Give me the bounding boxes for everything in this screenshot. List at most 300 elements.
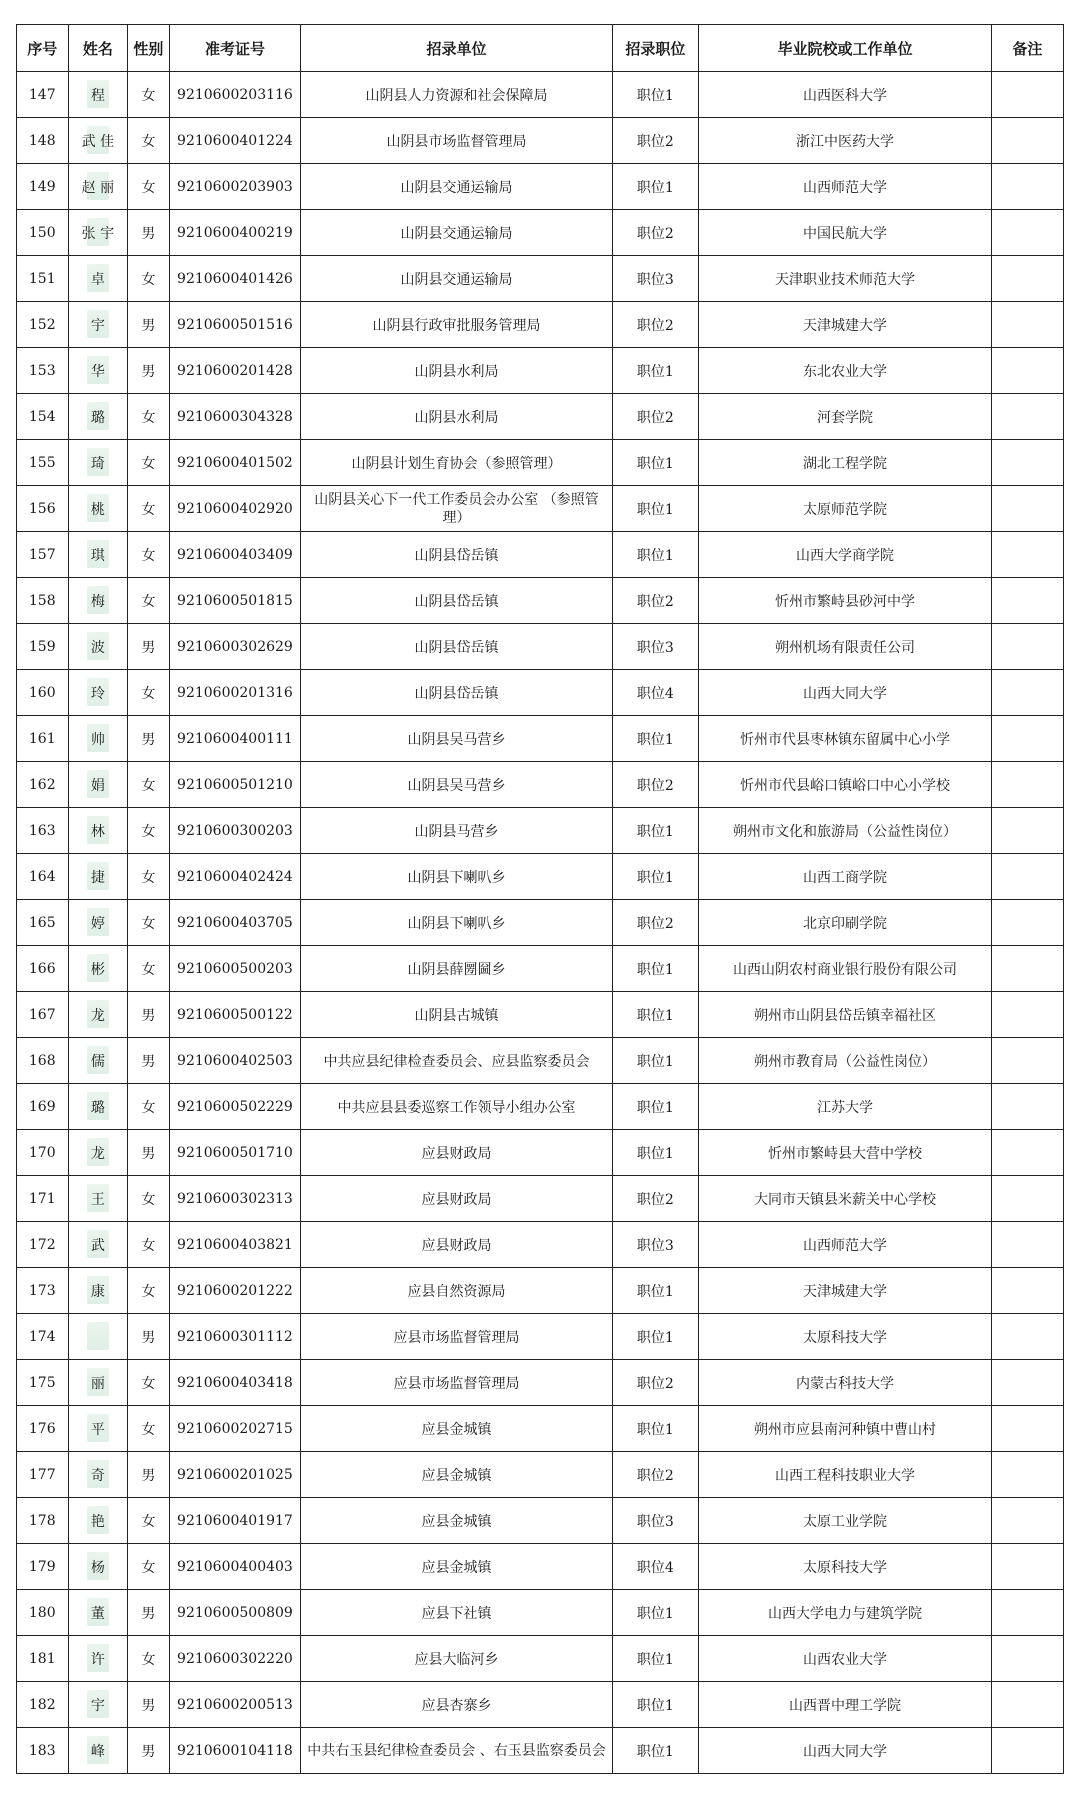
cell-exam-id: 9210600401426	[169, 256, 301, 302]
cell-unit: 山阴县人力资源和社会保障局	[301, 72, 612, 118]
cell-unit: 山阴县古城镇	[301, 992, 612, 1038]
cell-school: 山西医科大学	[699, 72, 992, 118]
cell-position: 职位2	[612, 210, 699, 256]
cell-exam-id: 9210600201025	[169, 1452, 301, 1498]
redaction-mask	[87, 1322, 109, 1350]
cell-no: 179	[17, 1544, 69, 1590]
cell-note	[991, 1498, 1063, 1544]
cell-exam-id: 9210600201222	[169, 1268, 301, 1314]
table-row	[17, 256, 1064, 302]
cell-exam-id: 9210600104118	[169, 1728, 301, 1774]
cell-sex: 女	[128, 854, 169, 900]
table-row	[17, 164, 1064, 210]
cell-unit: 山阴县计划生育协会（参照管理）	[301, 440, 612, 486]
cell-note	[991, 256, 1063, 302]
table-row	[17, 1084, 1064, 1130]
cell-name	[68, 1728, 128, 1774]
cell-unit: 山阴县薛圐圙乡	[301, 946, 612, 992]
cell-no: 170	[17, 1130, 69, 1176]
cell-name	[68, 1314, 128, 1360]
cell-position: 职位1	[612, 348, 699, 394]
cell-no: 158	[17, 578, 69, 624]
cell-unit: 应县金城镇	[301, 1406, 612, 1452]
cell-sex: 男	[128, 210, 169, 256]
cell-no: 159	[17, 624, 69, 670]
cell-sex: 女	[128, 762, 169, 808]
table-row	[17, 1590, 1064, 1636]
cell-school: 江苏大学	[699, 1084, 992, 1130]
cell-position: 职位1	[612, 1406, 699, 1452]
cell-note	[991, 1636, 1063, 1682]
cell-no: 151	[17, 256, 69, 302]
cell-sex: 女	[128, 1544, 169, 1590]
table-row	[17, 1544, 1064, 1590]
table-row	[17, 118, 1064, 164]
cell-position: 职位1	[612, 716, 699, 762]
table-row	[17, 348, 1064, 394]
table-row	[17, 762, 1064, 808]
cell-note	[991, 808, 1063, 854]
cell-school: 朔州市文化和旅游局（公益性岗位）	[699, 808, 992, 854]
cell-name	[68, 486, 128, 532]
cell-position: 职位1	[612, 1682, 699, 1728]
cell-name	[68, 210, 128, 256]
cell-exam-id: 9210600202715	[169, 1406, 301, 1452]
cell-school: 内蒙古科技大学	[699, 1360, 992, 1406]
cell-school: 山西晋中理工学院	[699, 1682, 992, 1728]
cell-no: 148	[17, 118, 69, 164]
name-text: 琪	[90, 547, 105, 564]
cell-sex: 女	[128, 440, 169, 486]
cell-exam-id: 9210600200513	[169, 1682, 301, 1728]
cell-note	[991, 486, 1063, 532]
cell-name	[68, 992, 128, 1038]
cell-no: 147	[17, 72, 69, 118]
cell-unit: 山阴县市场监督管理局	[301, 118, 612, 164]
cell-unit: 应县财政局	[301, 1176, 612, 1222]
cell-position: 职位1	[612, 946, 699, 992]
cell-position: 职位2	[612, 118, 699, 164]
table-row	[17, 1452, 1064, 1498]
cell-exam-id: 9210600400403	[169, 1544, 301, 1590]
cell-name	[68, 1222, 128, 1268]
name-text: 许	[90, 1651, 105, 1668]
cell-exam-id: 9210600500203	[169, 946, 301, 992]
table-row	[17, 808, 1064, 854]
cell-school: 太原科技大学	[699, 1544, 992, 1590]
cell-exam-id: 9210600302629	[169, 624, 301, 670]
cell-position: 职位2	[612, 302, 699, 348]
cell-name	[68, 118, 128, 164]
cell-sex: 男	[128, 1728, 169, 1774]
cell-exam-id: 9210600201316	[169, 670, 301, 716]
cell-name	[68, 302, 128, 348]
cell-exam-id: 9210600402503	[169, 1038, 301, 1084]
cell-note	[991, 1406, 1063, 1452]
name-text: 娟	[90, 777, 105, 794]
cell-name	[68, 624, 128, 670]
cell-name	[68, 1176, 128, 1222]
cell-school: 朔州市教育局（公益性岗位）	[699, 1038, 992, 1084]
cell-name	[68, 578, 128, 624]
name-text: 董	[90, 1605, 105, 1622]
cell-unit: 应县下社镇	[301, 1590, 612, 1636]
name-text: 程	[90, 87, 105, 104]
cell-school: 朔州市应县南河种镇中曹山村	[699, 1406, 992, 1452]
cell-exam-id: 9210600501710	[169, 1130, 301, 1176]
cell-exam-id: 9210600403821	[169, 1222, 301, 1268]
cell-note	[991, 348, 1063, 394]
cell-note	[991, 716, 1063, 762]
name-text: 玲	[90, 685, 105, 702]
cell-school: 浙江中医药大学	[699, 118, 992, 164]
name-text: 康	[90, 1283, 105, 1300]
name-text: 桃	[90, 501, 105, 518]
cell-note	[991, 578, 1063, 624]
cell-position: 职位1	[612, 164, 699, 210]
name-text: 璐	[90, 1099, 105, 1116]
name-text: 婷	[90, 915, 105, 932]
cell-no: 177	[17, 1452, 69, 1498]
cell-no: 180	[17, 1590, 69, 1636]
cell-exam-id: 9210600203903	[169, 164, 301, 210]
cell-sex: 男	[128, 1314, 169, 1360]
cell-no: 174	[17, 1314, 69, 1360]
cell-exam-id: 9210600401502	[169, 440, 301, 486]
cell-no: 153	[17, 348, 69, 394]
table-row	[17, 716, 1064, 762]
cell-school: 太原师范学院	[699, 486, 992, 532]
cell-exam-id: 9210600501516	[169, 302, 301, 348]
cell-note	[991, 854, 1063, 900]
name-text: 武	[90, 1237, 105, 1254]
name-text: 琦	[90, 455, 105, 472]
table-row	[17, 1222, 1064, 1268]
cell-name	[68, 1038, 128, 1084]
name-text: 璐	[90, 409, 105, 426]
cell-position: 职位2	[612, 1452, 699, 1498]
cell-position: 职位4	[612, 1544, 699, 1590]
table-row	[17, 670, 1064, 716]
name-text: 奇	[90, 1467, 105, 1484]
table-row	[17, 578, 1064, 624]
cell-exam-id: 9210600501210	[169, 762, 301, 808]
cell-sex: 女	[128, 394, 169, 440]
cell-name	[68, 1682, 128, 1728]
cell-position: 职位1	[612, 808, 699, 854]
cell-sex: 男	[128, 624, 169, 670]
cell-sex: 女	[128, 1360, 169, 1406]
cell-unit: 应县金城镇	[301, 1452, 612, 1498]
header-school: 毕业院校或工作单位	[699, 25, 992, 72]
cell-exam-id: 9210600402424	[169, 854, 301, 900]
cell-school: 湖北工程学院	[699, 440, 992, 486]
cell-no: 152	[17, 302, 69, 348]
table-row	[17, 854, 1064, 900]
cell-position: 职位2	[612, 762, 699, 808]
cell-sex: 女	[128, 1498, 169, 1544]
cell-unit: 山阴县行政审批服务管理局	[301, 302, 612, 348]
cell-exam-id: 9210600300203	[169, 808, 301, 854]
cell-sex: 女	[128, 532, 169, 578]
cell-unit: 应县财政局	[301, 1222, 612, 1268]
name-text: 杨	[90, 1559, 105, 1576]
cell-school: 天津职业技术师范大学	[699, 256, 992, 302]
cell-no: 166	[17, 946, 69, 992]
cell-name	[68, 1590, 128, 1636]
cell-unit: 山阴县马营乡	[301, 808, 612, 854]
table-row	[17, 302, 1064, 348]
header-exam-id: 准考证号	[169, 25, 301, 72]
cell-sex: 女	[128, 1406, 169, 1452]
cell-sex: 女	[128, 1176, 169, 1222]
cell-sex: 男	[128, 1038, 169, 1084]
cell-school: 山西大学电力与建筑学院	[699, 1590, 992, 1636]
cell-school: 朔州机场有限责任公司	[699, 624, 992, 670]
name-text: 武 佳	[81, 133, 115, 150]
cell-name	[68, 716, 128, 762]
cell-exam-id: 9210600302313	[169, 1176, 301, 1222]
cell-sex: 女	[128, 670, 169, 716]
cell-note	[991, 1728, 1063, 1774]
cell-school: 天津城建大学	[699, 302, 992, 348]
table-row	[17, 1038, 1064, 1084]
cell-name	[68, 440, 128, 486]
cell-school: 北京印刷学院	[699, 900, 992, 946]
name-text: 彬	[90, 961, 105, 978]
cell-unit: 山阴县下喇叭乡	[301, 900, 612, 946]
cell-position: 职位2	[612, 578, 699, 624]
cell-exam-id: 9210600403418	[169, 1360, 301, 1406]
name-text: 宇	[90, 317, 105, 334]
name-text: 林	[90, 823, 105, 840]
cell-note	[991, 302, 1063, 348]
cell-name	[68, 854, 128, 900]
cell-name	[68, 900, 128, 946]
cell-unit: 山阴县吴马营乡	[301, 716, 612, 762]
table-row	[17, 72, 1064, 118]
cell-exam-id: 9210600302220	[169, 1636, 301, 1682]
cell-school: 中国民航大学	[699, 210, 992, 256]
cell-unit: 应县市场监督管理局	[301, 1314, 612, 1360]
cell-sex: 男	[128, 1130, 169, 1176]
table-row	[17, 992, 1064, 1038]
name-text: 帅	[90, 731, 105, 748]
cell-position: 职位2	[612, 394, 699, 440]
name-text: 艳	[90, 1513, 105, 1530]
cell-sex: 女	[128, 164, 169, 210]
name-text: 梅	[90, 593, 105, 610]
table-row	[17, 532, 1064, 578]
cell-exam-id: 9210600403409	[169, 532, 301, 578]
cell-no: 171	[17, 1176, 69, 1222]
cell-note	[991, 946, 1063, 992]
table-row	[17, 1314, 1064, 1360]
cell-sex: 男	[128, 1590, 169, 1636]
cell-position: 职位1	[612, 854, 699, 900]
cell-unit: 应县财政局	[301, 1130, 612, 1176]
cell-school: 山西大同大学	[699, 1728, 992, 1774]
cell-school: 山西工商学院	[699, 854, 992, 900]
cell-position: 职位1	[612, 1084, 699, 1130]
cell-position: 职位1	[612, 486, 699, 532]
cell-name	[68, 1084, 128, 1130]
cell-sex: 男	[128, 716, 169, 762]
cell-school: 河套学院	[699, 394, 992, 440]
cell-note	[991, 164, 1063, 210]
cell-note	[991, 624, 1063, 670]
cell-no: 182	[17, 1682, 69, 1728]
cell-position: 职位1	[612, 440, 699, 486]
cell-note	[991, 1176, 1063, 1222]
cell-no: 156	[17, 486, 69, 532]
cell-note	[991, 1544, 1063, 1590]
cell-unit: 山阴县下喇叭乡	[301, 854, 612, 900]
cell-exam-id: 9210600402920	[169, 486, 301, 532]
name-text: 王	[90, 1191, 105, 1208]
cell-sex: 女	[128, 1084, 169, 1130]
cell-no: 157	[17, 532, 69, 578]
cell-no: 168	[17, 1038, 69, 1084]
cell-school: 忻州市繁峙县砂河中学	[699, 578, 992, 624]
cell-no: 154	[17, 394, 69, 440]
cell-exam-id: 9210600203116	[169, 72, 301, 118]
cell-name	[68, 164, 128, 210]
cell-no: 169	[17, 1084, 69, 1130]
cell-note	[991, 992, 1063, 1038]
cell-name	[68, 72, 128, 118]
cell-school: 忻州市代县峪口镇峪口中心小学校	[699, 762, 992, 808]
cell-no: 172	[17, 1222, 69, 1268]
name-text: 宇	[90, 1697, 105, 1714]
cell-name	[68, 1268, 128, 1314]
cell-sex: 女	[128, 72, 169, 118]
cell-name	[68, 1406, 128, 1452]
cell-school: 山西师范大学	[699, 164, 992, 210]
cell-no: 163	[17, 808, 69, 854]
cell-note	[991, 1038, 1063, 1084]
cell-school: 天津城建大学	[699, 1268, 992, 1314]
cell-no: 155	[17, 440, 69, 486]
cell-exam-id: 9210600401224	[169, 118, 301, 164]
cell-sex: 女	[128, 256, 169, 302]
cell-unit: 山阴县岱岳镇	[301, 624, 612, 670]
header-sex: 性别	[128, 25, 169, 72]
name-text: 龙	[90, 1145, 105, 1162]
cell-unit: 中共应县县委巡察工作领导小组办公室	[301, 1084, 612, 1130]
cell-school: 山西大学商学院	[699, 532, 992, 578]
cell-school: 山西农业大学	[699, 1636, 992, 1682]
cell-unit: 山阴县吴马营乡	[301, 762, 612, 808]
cell-exam-id: 9210600500122	[169, 992, 301, 1038]
roster-body	[17, 72, 1064, 1774]
cell-exam-id: 9210600502229	[169, 1084, 301, 1130]
header-position: 招录职位	[612, 25, 699, 72]
cell-school: 忻州市繁峙县大营中学校	[699, 1130, 992, 1176]
table-row	[17, 210, 1064, 256]
cell-position: 职位2	[612, 1360, 699, 1406]
cell-exam-id: 9210600201428	[169, 348, 301, 394]
cell-position: 职位4	[612, 670, 699, 716]
cell-sex: 女	[128, 946, 169, 992]
cell-unit: 山阴县交通运输局	[301, 210, 612, 256]
table-row	[17, 1498, 1064, 1544]
cell-no: 150	[17, 210, 69, 256]
table-row	[17, 440, 1064, 486]
header-unit: 招录单位	[301, 25, 612, 72]
cell-unit: 山阴县岱岳镇	[301, 532, 612, 578]
cell-unit: 山阴县交通运输局	[301, 164, 612, 210]
table-row	[17, 1268, 1064, 1314]
cell-exam-id: 9210600401917	[169, 1498, 301, 1544]
cell-sex: 男	[128, 992, 169, 1038]
cell-sex: 男	[128, 348, 169, 394]
cell-name	[68, 256, 128, 302]
cell-unit: 应县市场监督管理局	[301, 1360, 612, 1406]
cell-exam-id: 9210600501815	[169, 578, 301, 624]
table-row	[17, 394, 1064, 440]
cell-note	[991, 1360, 1063, 1406]
cell-school: 大同市天镇县米薪关中心学校	[699, 1176, 992, 1222]
cell-unit: 山阴县岱岳镇	[301, 578, 612, 624]
name-text: 张 宇	[81, 225, 115, 242]
cell-note	[991, 1222, 1063, 1268]
cell-name	[68, 946, 128, 992]
cell-position: 职位1	[612, 1590, 699, 1636]
cell-sex: 女	[128, 486, 169, 532]
cell-no: 178	[17, 1498, 69, 1544]
cell-note	[991, 532, 1063, 578]
table-row	[17, 624, 1064, 670]
name-text: 丽	[90, 1375, 105, 1392]
cell-position: 职位1	[612, 1636, 699, 1682]
cell-note	[991, 1130, 1063, 1176]
cell-unit: 山阴县水利局	[301, 394, 612, 440]
cell-exam-id: 9210600500809	[169, 1590, 301, 1636]
cell-note	[991, 1590, 1063, 1636]
cell-name	[68, 1636, 128, 1682]
cell-note	[991, 1268, 1063, 1314]
cell-no: 160	[17, 670, 69, 716]
header-row	[17, 25, 1064, 72]
table-row	[17, 1176, 1064, 1222]
cell-name	[68, 532, 128, 578]
cell-note	[991, 440, 1063, 486]
cell-no: 183	[17, 1728, 69, 1774]
cell-position: 职位1	[612, 532, 699, 578]
cell-sex: 女	[128, 1222, 169, 1268]
cell-note	[991, 900, 1063, 946]
cell-name	[68, 762, 128, 808]
cell-position: 职位1	[612, 72, 699, 118]
cell-name	[68, 394, 128, 440]
table-row	[17, 486, 1064, 532]
cell-note	[991, 118, 1063, 164]
name-text: 平	[90, 1421, 105, 1438]
table-row	[17, 900, 1064, 946]
name-text: 峰	[90, 1743, 105, 1760]
cell-no: 164	[17, 854, 69, 900]
table-row	[17, 1406, 1064, 1452]
cell-position: 职位2	[612, 900, 699, 946]
cell-position: 职位3	[612, 1498, 699, 1544]
cell-note	[991, 670, 1063, 716]
name-text: 赵 丽	[81, 179, 115, 196]
cell-position: 职位3	[612, 256, 699, 302]
cell-sex: 女	[128, 900, 169, 946]
cell-name	[68, 1360, 128, 1406]
table-row	[17, 1636, 1064, 1682]
